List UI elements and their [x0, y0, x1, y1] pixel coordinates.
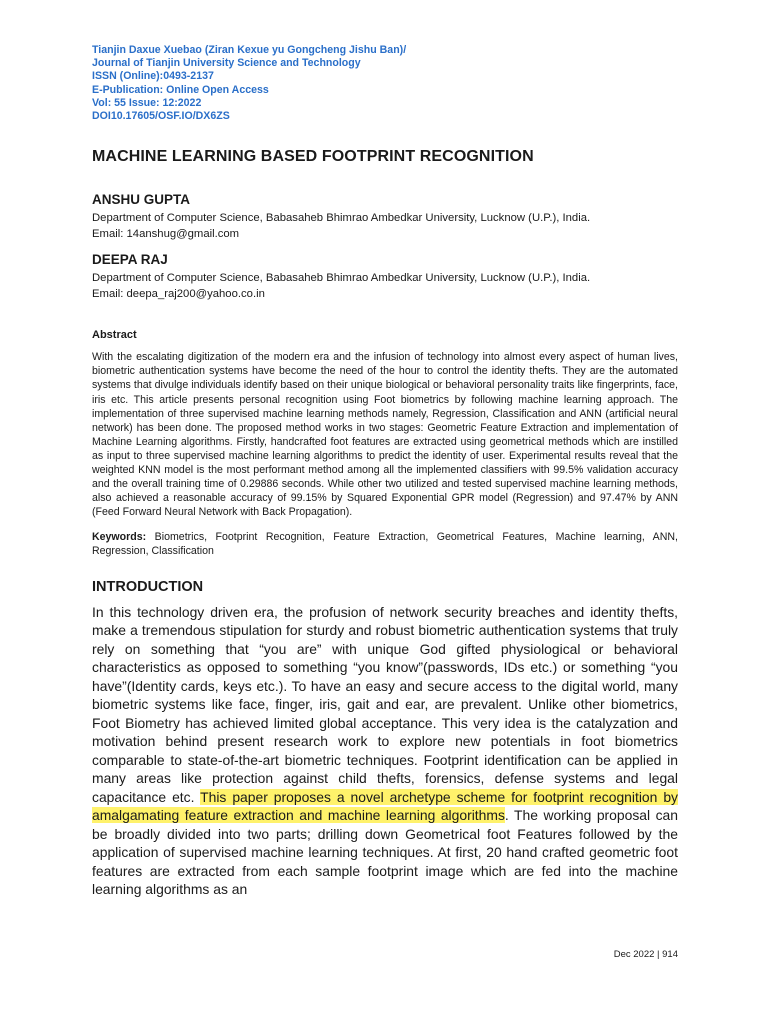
journal-name-line: Tianjin Daxue Xuebao (Ziran Kexue yu Gongcheng Jishu Ban)/ — [92, 44, 407, 56]
journal-publication-type: E-Publication: Online Open Access — [92, 83, 269, 96]
keywords-text: Biometrics, Footprint Recognition, Feature Extraction, Geometrical Features, Machine learning, ANN, Regression, Classification — [92, 531, 678, 558]
author-name-2: DEEPA RAJ — [92, 252, 168, 268]
keywords — [92, 530, 678, 558]
journal-header — [92, 44, 678, 123]
introduction-heading: INTRODUCTION — [92, 578, 204, 595]
abstract-heading: Abstract — [92, 329, 137, 342]
journal-volume-issue: Vol: 55 Issue: 12:2022 — [92, 96, 202, 109]
author-email: Email: 14anshug@gmail.com — [92, 227, 240, 240]
abstract-body: With the escalating digitization of the modern era and the infusion of technology into almost every aspect of human lives, biometric authentication systems have become the need of the hour to control the identity thefts. They are the automated systems that divulge individuals identify based on their unique biological or behavioral personality traits like fingerprints, face, iris etc. This article presents personal recognition using Foot biometrics by following machine learning approach. The implementation of three supervised machine learning methods namely, Regression, Classification and ANN (artificial neural network) has been done. The proposed method works in two stages: Geometric Feature Extraction and implementation of Machine Learning algorithms. Firstly, handcrafted foot features are extracted using geometrical methods which are instilled as input to three supervised machine learning algorithms to predict the identity of user. Experimental results reveal that the weighted KNN model is the most performant method among all the implemented classifiers with 99.5% validation accuracy and the overall training time of 0.29886 seconds. While other two utilized and tested supervised machine learning methods, also achieved a reasonable accuracy of 99.15% by Squared Exponential GPR model (Regression) and 97.47% by ANN (Feed Forward Neural Network with Back Propagation). — [92, 351, 678, 519]
paper-title: MACHINE LEARNING BASED FOOTPRINT RECOGNITION — [92, 148, 534, 166]
author-email: Email: deepa_raj200@yahoo.co.in — [92, 287, 265, 300]
paper-page — [92, 44, 678, 899]
keywords-label: Keywords: — [92, 531, 147, 544]
page-footer: Dec 2022 | 914 — [613, 949, 678, 960]
journal-name-english: Journal of Tianjin University Science and Technology — [92, 57, 361, 70]
intro-text-after: . The working proposal can be broadly divided into two parts; drilling down Geometrical foot Features followed by the application of supervised machine learning techniques. At first, 20 hand crafted geometric foot features are extracted from each sample footprint image which are fed into the machine learning algorithms as an — [92, 807, 678, 898]
author-name-1: ANSHU GUPTA — [92, 192, 191, 208]
affiliation-text: Department of Computer Science, Babasaheb Bhimrao Ambedkar University, Lucknow (U.P.), India. — [92, 212, 591, 225]
journal-issn: ISSN (Online):0493-2137 — [92, 70, 214, 83]
author-affiliation-1 — [92, 211, 678, 242]
intro-highlighted-text: This paper proposes a novel archetype scheme for footprint recognition by amalgamating feature extraction and machine learning algorithms — [92, 788, 678, 824]
journal-doi: DOI10.17605/OSF.IO/DX6ZS — [92, 110, 230, 123]
introduction-body — [92, 603, 678, 899]
author-affiliation-2 — [92, 271, 678, 302]
affiliation-text: Department of Computer Science, Babasaheb Bhimrao Ambedkar University, Lucknow (U.P.), India. — [92, 272, 591, 285]
intro-text-before: In this technology driven era, the profusion of network security breaches and identity thefts, make a tremendous stipulation for sturdy and robust biometric authentication systems that truly rely on something that “you are” with unique God gifted physiological or behavioral characteristics as opposed to something “you know”(passwords, IDs etc.) or something “you have”(Identity cards, keys etc.). To have an easy and secure access to the digital world, many biometric systems like face, finger, iris, gait and ear, are prevalent. Unlike other biometrics, Foot Biometry has achieved limited global acceptance. This very idea is the catalyzation and motivation behind present research work to explore new potentials in foot biometrics comparable to state-of-the-art biometric techniques. Footprint identification can be applied in many areas like protection against child thefts, forensics, defense systems and legal capacitance etc. — [92, 603, 678, 805]
